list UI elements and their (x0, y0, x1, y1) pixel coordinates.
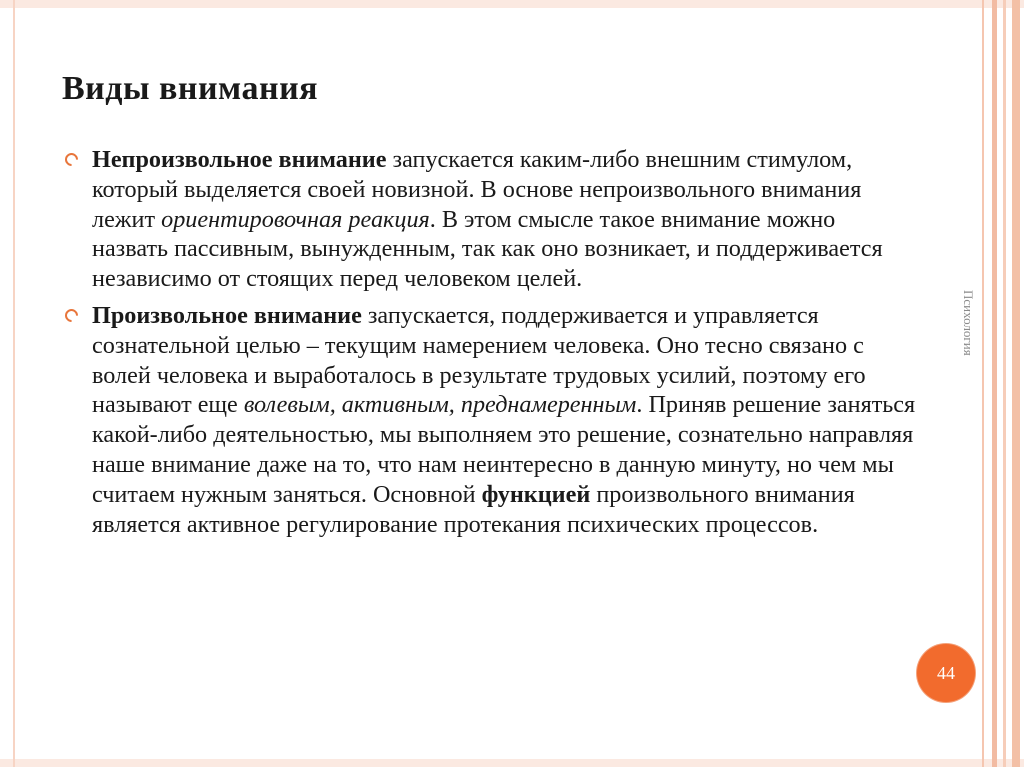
bullet-text: . Приняв решение заняться какой-либо деятельностью, мы выполняем это решение, сознательно направляя наше внимание даже на то, что нам неинтересно в данную минуту, но чем мы считаем нужным заняться. Основной (92, 391, 916, 508)
bullet-icon (62, 306, 80, 324)
bullet-item-voluntary (62, 301, 917, 539)
term-function: функцией (481, 480, 591, 508)
frame-top (0, 0, 1024, 8)
page-number-badge (917, 644, 975, 702)
bullet-icon (62, 150, 80, 168)
term-involuntary: Непроизвольное внимание (92, 146, 387, 173)
term-volitional: волевым, активным, преднамеренным (243, 391, 637, 419)
bullet-list (62, 145, 917, 546)
frame-line-right-2 (992, 0, 997, 767)
bullet-text: запускается, поддерживается и управляется сознательной целью – текущим намерением человека. Оно тесно связано с волей человека и выработалось в результате трудовых усилий, поэтому его называют еще (92, 301, 866, 419)
bullet-text: . В этом смысле такое внимание можно назвать пассивным, вынужденным, так как оно возникает, и поддерживается независимо от стоящих перед человеком целей. (92, 205, 883, 293)
frame-line-right-3 (1003, 0, 1006, 767)
term-orienting-reaction: ориентировочная реакция (161, 205, 430, 233)
slide-title: Виды внимания (62, 70, 319, 107)
bullet-item-involuntary (62, 145, 917, 294)
page-number: 44 (937, 662, 955, 683)
bullet-text: запускается каким-либо внешним стимулом, который выделяется своей новизной. В основе непроизвольного внимания лежит (92, 146, 862, 233)
bullet-text: произвольного внимания является активное регулирование протекания психических процессов. (92, 480, 855, 538)
frame-line-right-1 (982, 0, 984, 767)
frame-line-left (13, 0, 15, 767)
frame-line-right-4 (1012, 0, 1020, 767)
frame-bottom (0, 759, 1024, 767)
side-label: Психология (961, 290, 976, 356)
term-voluntary: Произвольное внимание (92, 301, 362, 329)
